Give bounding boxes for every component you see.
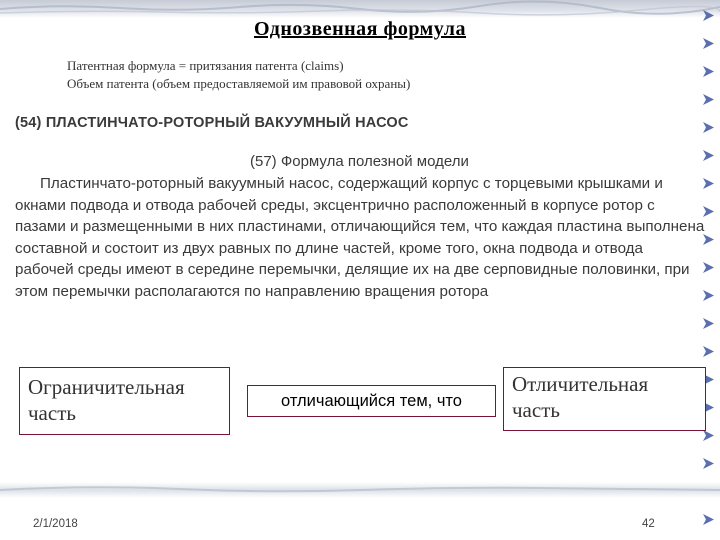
side-bullet-icon <box>703 120 714 131</box>
restrictive-part-box <box>19 367 230 435</box>
restrictive-part-label: Ограничительная часть <box>28 375 185 425</box>
side-bullet-icon <box>703 456 714 467</box>
side-bullet-icon <box>703 148 714 159</box>
patent-claim-text <box>15 173 705 303</box>
patent-title: (54) ПЛАСТИНЧАТО-РОТОРНЫЙ ВАКУУМНЫЙ НАСОС <box>15 115 409 131</box>
bottom-decoration-band <box>0 482 720 498</box>
distinctive-part-label: Отличительная часть <box>512 372 649 422</box>
connector-phrase-label: отличающийся тем, что <box>281 392 462 410</box>
page-number: 42 <box>642 518 655 530</box>
bottom-band-texture <box>0 482 720 498</box>
side-bullet-icon <box>703 316 714 327</box>
definition-line-1: Патентная формула = притязания патента (claims) <box>67 58 344 73</box>
patent-claim-body: Пластинчато-роторный вакуумный насос, содержащий корпус с торцевыми крышками и окнами подвода и отвода рабочей среды, эксцентрично расположенный в корпусе ротор с пазами и размещенными в них пластинами, отличающийся тем, что каждая пластина выполнена составной и состоит из двух равных по длине частей, кроме того, окна подвода и отвода рабочей среды имеют в середине перемычки, делящие их на две серповидные половинки, при этом перемычки располагаются по направлению вращения ротора <box>15 175 705 300</box>
top-decoration-band <box>0 0 720 18</box>
side-bullet-icon <box>703 344 714 355</box>
side-bullet-icon <box>703 64 714 75</box>
side-bullet-icon <box>703 92 714 103</box>
top-band-texture <box>0 0 720 18</box>
distinctive-part-box <box>503 367 706 431</box>
side-bullet-column <box>703 0 720 540</box>
side-bullet-icon <box>703 512 714 523</box>
patent-section-heading: (57) Формула полезной модели <box>250 153 469 170</box>
slide-title: Однозвенная формула <box>253 18 467 40</box>
definition-line-2: Объем патента (объем предоставляемой им правовой охраны) <box>67 76 411 91</box>
connector-phrase-box <box>247 385 496 417</box>
footer-date: 2/1/2018 <box>33 518 78 530</box>
